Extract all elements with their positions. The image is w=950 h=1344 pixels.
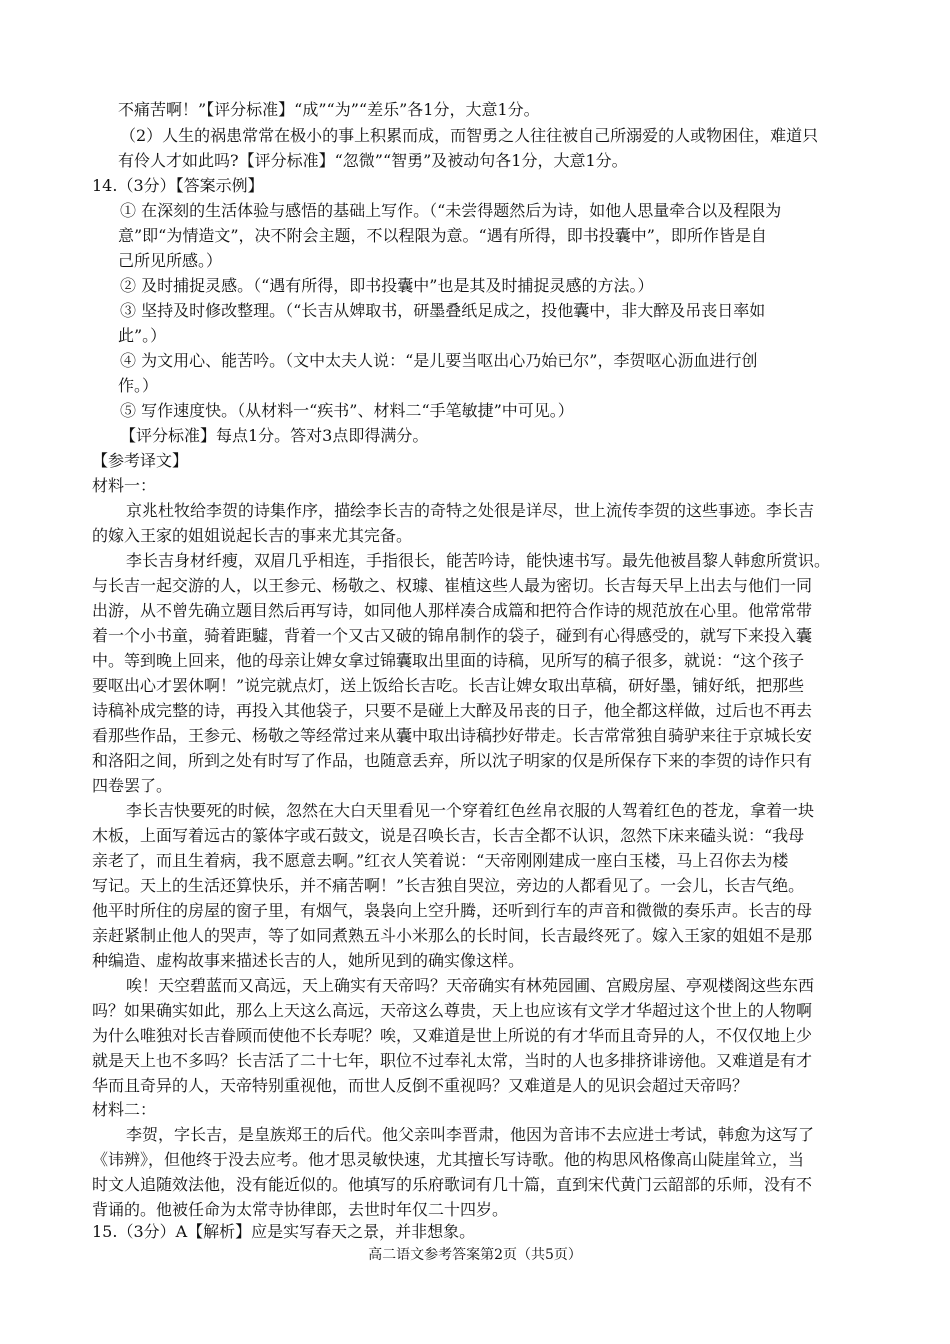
translation-line: 时文人追随效法他，没有能近似的。他填写的乐府歌词有几十篇，直到宋代黄门云韶部的乐师，没有不 xyxy=(92,1175,813,1194)
translation-line: 亲老了，而且生着病，我不愿意去啊。”红衣人笑着说：“天帝刚刚建成一座白玉楼，马上召你去为楼 xyxy=(92,851,789,870)
translation-line: 诗稿补成完整的诗，再投入其他袋子，只要不是碰上大醉及吊丧的日子，他全都这样做，过后也不再去 xyxy=(92,701,813,720)
page-footer: 高二语文参考答案第2页（共5页） xyxy=(368,1247,582,1263)
translation-line: 唉！天空碧蓝而又高远，天上确实有天帝吗？天帝确实有林苑园圃、宫殿房屋、亭观楼阁这些东西 xyxy=(126,976,815,995)
translation-line: 种编造、虚构故事来描述长吉的人，她所见到的确实像这样。 xyxy=(92,951,525,970)
material-label: 材料一： xyxy=(92,476,157,495)
translation-line: 《讳辨》，但他终于没去应考。他才思灵敏快速，尤其擅长写诗歌。他的构思风格像高山陡崖耸立，当 xyxy=(92,1150,805,1169)
material-label: 材料二： xyxy=(92,1100,157,1119)
answer-line: 不痛苦啊！”【评分标准】“成”“为”“差乐”各1分，大意1分。 xyxy=(118,100,540,119)
translation-line: 吗？如果确实如此，那么上天这么高远，天帝这么尊贵，天上也应该有文学才华超过这个世上的人物啊 xyxy=(92,1001,813,1020)
question-heading: 15.（3分）A【解析】应是实写春天之景，并非想象。 xyxy=(92,1222,476,1241)
translation-line: 京兆杜牧给李贺的诗集作序，描绘李长吉的奇特之处很是详尽，世上流传李贺的这些事迹。李长吉 xyxy=(126,501,815,520)
translation-line: 背诵的。他被任命为太常寺协律郎，去世时年仅二十四岁。 xyxy=(92,1200,509,1219)
translation-line: 写记。天上的生活还算快乐，并不痛苦啊！”长吉独自哭泣，旁边的人都看见了。一会儿，长吉气绝。 xyxy=(92,876,805,895)
answer-point: 意”即“为情造文”，决不附会主题，不以程限为意。“遇有所得，即书投囊中”，即所作皆是自 xyxy=(118,226,767,245)
answer-line: 有伶人才如此吗?【评分标准】“忽微”“智勇”及被动句各1分，大意1分。 xyxy=(118,151,628,170)
translation-line: 着一个小书童，骑着距驉，背着一个又古又破的锦帛制作的袋子，碰到有心得感受的，就写下来投入囊 xyxy=(92,626,813,645)
answer-point: ③ 坚持及时修改整理。（“长吉从婢取书，研墨叠纸足成之，投他囊中，非大醉及吊丧日率如 xyxy=(120,301,766,320)
translation-line: 就是天上也不多吗？长吉活了二十七年，职位不过奉礼太常，当时的人也多排挤诽谤他。又难道是有才 xyxy=(92,1051,813,1070)
translation-line: 李贺，字长吉，是皇族郑王的后代。他父亲叫李晋肃，他因为音讳不去应进士考试，韩愈为这写了 xyxy=(126,1125,815,1144)
answer-line: （2）人生的祸患常常在极小的事上积累而成，而智勇之人往往被自己所溺爱的人或物困住，难道只 xyxy=(120,126,819,145)
translation-line: 和洛阳之间，所到之处有时写了作品，也随意丢弃，所以沈子明家的仅是所保存下来的李贺的诗作只有 xyxy=(92,751,813,770)
translation-line: 中。等到晚上回来，他的母亲让婢女拿过锦囊取出里面的诗稿，见所写的稿子很多，就说：“这个孩子 xyxy=(92,651,805,670)
answer-point: ⑤ 写作速度快。（从材料一“疾书”、材料二“手笔敏捷”中可见。） xyxy=(120,401,574,420)
translation-line: 看那些作品，王参元、杨敬之等经常过来从囊中取出诗稿抄好带走。长吉常常独自骑驴来往于京城长安 xyxy=(92,726,813,745)
answer-point: ② 及时捕捉灵感。（“遇有所得，即书投囊中”也是其及时捕捉灵感的方法。） xyxy=(120,276,654,295)
translation-line: 出游，从不曾先确立题目然后再写诗，如同他人那样凑合成篇和把符合作诗的规范放在心里。他常常带 xyxy=(92,601,813,620)
answer-point: ① 在深刻的生活体验与感悟的基础上写作。（“未尝得题然后为诗，如他人思量牵合以及程限为 xyxy=(120,201,782,220)
translation-line: 的嫁入王家的姐姐说起长吉的事来尤其完备。 xyxy=(92,526,413,545)
translation-line: 李长吉身材纤瘦，双眉几乎相连，手指很长，能苦吟诗，能快速书写。最先他被昌黎人韩愈所赏识。 xyxy=(126,551,831,570)
translation-heading: 【参考译文】 xyxy=(92,451,189,470)
answer-point: 己所见所感。） xyxy=(118,251,223,270)
translation-line: 与长吉一起交游的人，以王参元、杨敬之、权璩、崔植这些人最为密切。长吉每天早上出去与他们一同 xyxy=(92,576,813,595)
translation-line: 亲赶紧制止他人的哭声，等了如同煮熟五斗小米那么的长时间，长吉最终死了。嫁入王家的姐姐不是那 xyxy=(92,926,813,945)
translation-line: 李长吉快要死的时候，忽然在大白天里看见一个穿着红色丝帛衣服的人驾着红色的苍龙，拿着一块 xyxy=(126,801,815,820)
answer-point: ④ 为文用心、能苦吟。（文中太夫人说：“是儿要当呕出心乃始已尔”，李贺呕心沥血进行创 xyxy=(120,351,758,370)
translation-line: 华而且奇异的人，天帝特别重视他，而世人反倒不重视吗？又难道是人的见识会超过天帝吗？ xyxy=(92,1076,749,1095)
translation-line: 木板，上面写着远古的篆体字或石鼓文，说是召唤长吉，长吉全都不认识，忽然下床来磕头说：“我母 xyxy=(92,826,805,845)
translation-line: 要呕出心才罢休啊！”说完就点灯，送上饭给长吉吃。长吉让婢女取出草稿，研好墨，铺好纸，把那些 xyxy=(92,676,805,695)
scoring-standard: 【评分标准】每点1分。答对3点即得满分。 xyxy=(120,426,429,445)
translation-line: 四卷罢了。 xyxy=(92,776,173,795)
question-heading: 14.（3分）【答案示例】 xyxy=(92,176,264,195)
translation-line: 他平时所住的房屋的窗子里，有烟气，袅袅向上空升腾，还听到行车的声音和微微的奏乐声。长吉的母 xyxy=(92,901,813,920)
translation-line: 为什么唯独对长吉眷顾而使他不长寿呢？唉，又难道是世上所说的有才华而且奇异的人，不仅仅地上少 xyxy=(92,1026,813,1045)
answer-point: 作。） xyxy=(118,376,159,395)
answer-point: 此”。） xyxy=(118,326,167,345)
